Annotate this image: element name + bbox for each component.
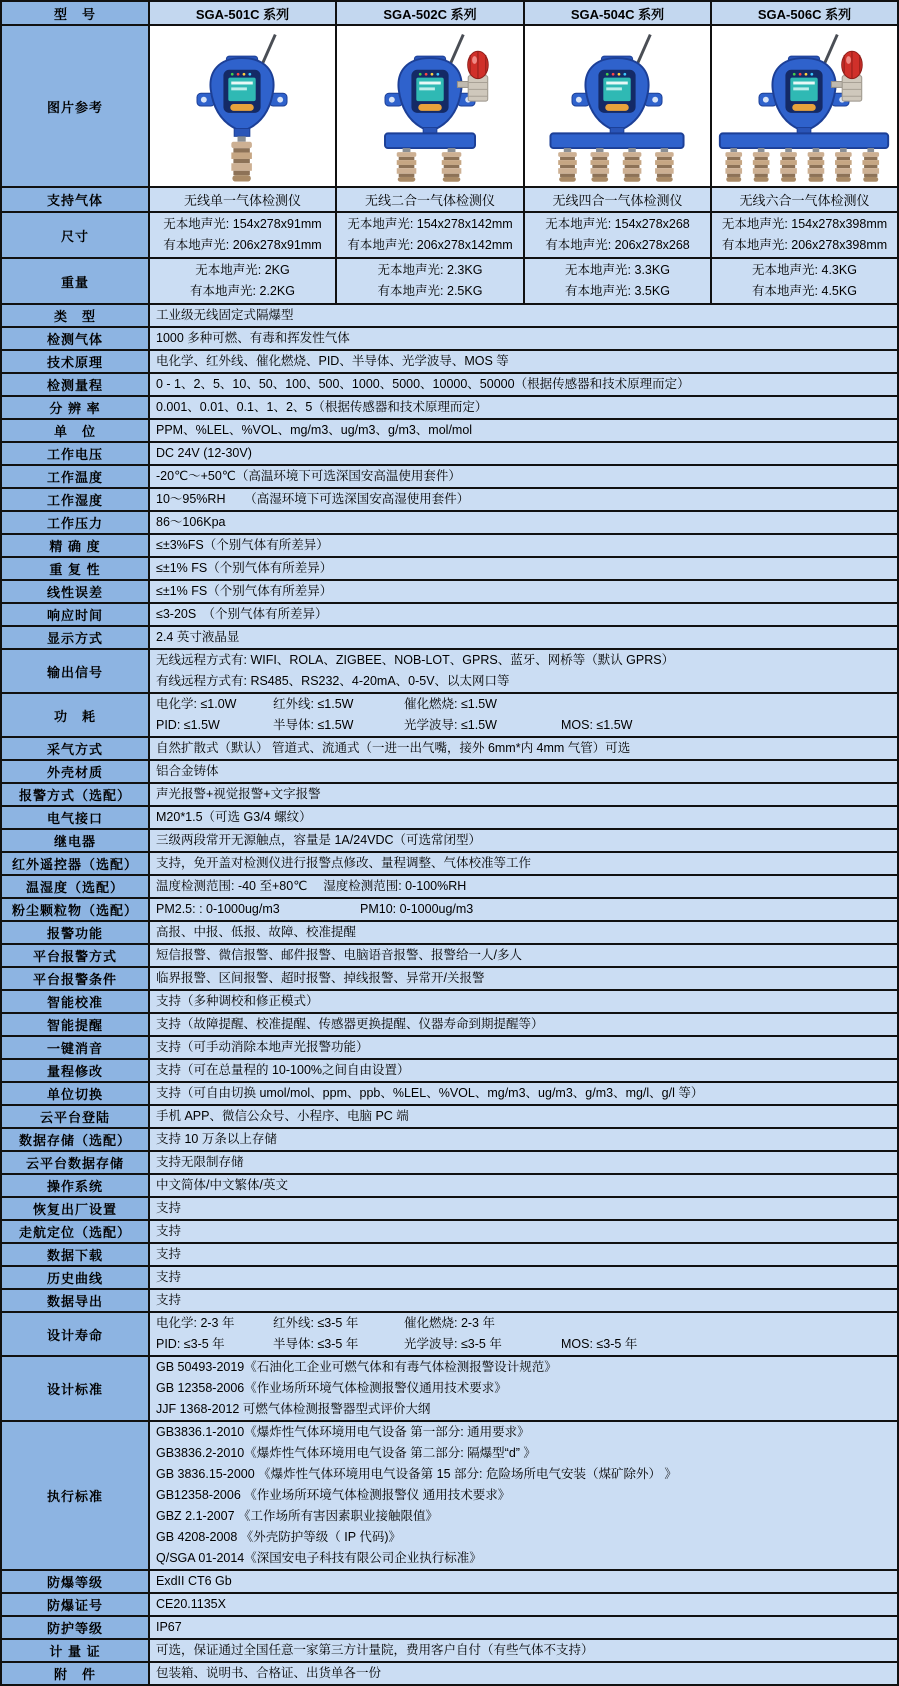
image-cell-sga-506c <box>711 25 898 187</box>
spec-row-value: 包装箱、说明书、合格证、出货单各一份 <box>149 1662 898 1685</box>
spec-row-value: 铝合金铸体 <box>149 760 898 783</box>
spec-row <box>1 419 898 442</box>
spec-row-value: 支持 <box>149 1197 898 1220</box>
spec-segment: 半导体: ≤3-5 年 <box>273 1337 359 1351</box>
support-gas-label: 支持气体 <box>1 187 149 212</box>
spec-row <box>1 511 898 534</box>
spec-row-value: 电化学、红外线、催化燃烧、PID、半导体、光学波导、MOS 等 <box>149 350 898 373</box>
support-gas-501c: 无线单一气体检测仪 <box>149 187 336 212</box>
spec-row <box>1 626 898 649</box>
spec-row-value: 中文简体/中文繁体/英文 <box>149 1174 898 1197</box>
spec-row-label: 附 件 <box>1 1662 149 1685</box>
spec-row-label: 走航定位（选配） <box>1 1220 149 1243</box>
spec-row <box>1 783 898 806</box>
model-header-sga-506c: SGA-506C 系列 <box>711 1 898 25</box>
spec-row <box>1 580 898 603</box>
spec-row-value: 支持（故障提醒、校准提醒、传感器更换提醒、仪器寿命到期提醒等） <box>149 1013 898 1036</box>
model-header-sga-504c: SGA-504C 系列 <box>524 1 711 25</box>
spec-row-label: 智能校准 <box>1 990 149 1013</box>
spec-row-label: 电气接口 <box>1 806 149 829</box>
spec-row-value: 支持 10 万条以上存储 <box>149 1128 898 1151</box>
spec-row-value: 可选，保证通过全国任意一家第三方计量院，费用客户自付（有些气体不支持） <box>149 1639 898 1662</box>
spec-segment: 光学波导: ≤1.5W <box>404 718 497 732</box>
spec-row-label: 技术原理 <box>1 350 149 373</box>
spec-segment: PM10: 0-1000ug/m3 <box>360 902 474 916</box>
spec-row-value: 无线远程方式有: WIFI、ROLA、ZIGBEE、NOB-LOT、GPRS、蓝牙、网桥等（默认 GPRS） 有线远程方式有: RS485、RS232、4-20mA、0-5V、以太网口等 <box>149 649 898 693</box>
size-label: 尺寸 <box>1 212 149 258</box>
image-cell-sga-501c <box>149 25 336 187</box>
gas-detector-illustration-506c <box>713 28 896 184</box>
spec-row-value: GB3836.1-2010《爆炸性气体环境用电气设备 第一部分: 通用要求》 GB3836.2-2010《爆炸性气体环境用电气设备 第二部分: 隔爆型“d” 》 GB 3836.15-2000 《爆炸性气体环境用电气设备第 15 部分: 危险场所电气安装（煤矿除外） 》 GB12358-2006 《作业场所环境气体检测报警仪 通用技术要求》 GBZ 2.1-2007 《工作场所有害因素职业接触限值》 GB 4208-2008 《外壳防护等级（ IP 代码)》 Q/SGA 01-2014《深国安电子科技有限公司企业执行标准》 <box>149 1421 898 1570</box>
spec-row-value: 0.001、0.01、0.1、1、2、5（根据传感器和技术原理而定） <box>149 396 898 419</box>
spec-row <box>1 1013 898 1036</box>
weight-502c: 无本地声光: 2.3KG 有本地声光: 2.5KG <box>336 258 524 304</box>
support-gas-502c: 无线二合一气体检测仪 <box>336 187 524 212</box>
spec-row-label: 防护等级 <box>1 1616 149 1639</box>
model-header-sga-501c: SGA-501C 系列 <box>149 1 336 25</box>
spec-row-value: ≤±1% FS（个别气体有所差异） <box>149 557 898 580</box>
spec-row-label: 报警功能 <box>1 921 149 944</box>
spec-row-label: 外壳材质 <box>1 760 149 783</box>
spec-row-label: 工作电压 <box>1 442 149 465</box>
spec-row-label: 采气方式 <box>1 737 149 760</box>
spec-row-label: 粉尘颗粒物（选配） <box>1 898 149 921</box>
spec-row-label: 响应时间 <box>1 603 149 626</box>
spec-row-value: 2.4 英寸液晶显 <box>149 626 898 649</box>
weight-504c: 无本地声光: 3.3KG 有本地声光: 3.5KG <box>524 258 711 304</box>
image-cell-sga-502c <box>336 25 524 187</box>
spec-segment: 催化燃烧: 2-3 年 <box>404 1316 495 1330</box>
spec-row <box>1 350 898 373</box>
spec-segment: 电化学: ≤1.0W <box>156 697 237 711</box>
spec-row-value: IP67 <box>149 1616 898 1639</box>
spec-row-value: 短信报警、微信报警、邮件报警、电脑语音报警、报警给一人/多人 <box>149 944 898 967</box>
spec-row-value: 温度检测范围: -40 至+80℃ 湿度检测范围: 0-100%RH <box>149 875 898 898</box>
spec-segment: 光学波导: ≤3-5 年 <box>404 1337 502 1351</box>
spec-row-value: 临界报警、区间报警、超时报警、掉线报警、异常开/关报警 <box>149 967 898 990</box>
spec-row-value <box>149 1312 898 1356</box>
spec-row-label: 工作压力 <box>1 511 149 534</box>
spec-row-value: 支持 <box>149 1266 898 1289</box>
spec-row-label: 设计标准 <box>1 1356 149 1421</box>
spec-row-label: 云平台数据存储 <box>1 1151 149 1174</box>
spec-row-label: 工作温度 <box>1 465 149 488</box>
spec-row-value: 支持，免开盖对检测仪进行报警点修改、量程调整、气体校准等工作 <box>149 852 898 875</box>
weight-label: 重量 <box>1 258 149 304</box>
spec-row-value: 支持（多种调校和修正模式） <box>149 990 898 1013</box>
spec-row-value: 支持无限制存储 <box>149 1151 898 1174</box>
spec-row-value: 支持 <box>149 1243 898 1266</box>
spec-row <box>1 649 898 693</box>
spec-row <box>1 1312 898 1356</box>
spec-row-value: DC 24V (12-30V) <box>149 442 898 465</box>
size-row <box>1 212 898 258</box>
spec-row <box>1 944 898 967</box>
spec-row <box>1 1197 898 1220</box>
spec-row <box>1 737 898 760</box>
spec-row <box>1 806 898 829</box>
spec-row-value <box>149 898 898 921</box>
spec-segment: 半导体: ≤1.5W <box>273 718 354 732</box>
spec-row-label: 单 位 <box>1 419 149 442</box>
spec-row-label: 工作湿度 <box>1 488 149 511</box>
spec-row-value: M20*1.5（可选 G3/4 螺纹） <box>149 806 898 829</box>
size-504c: 无本地声光: 154x278x268 有本地声光: 206x278x268 <box>524 212 711 258</box>
spec-row <box>1 875 898 898</box>
spec-row-label: 温湿度（选配） <box>1 875 149 898</box>
support-gas-506c: 无线六合一气体检测仪 <box>711 187 898 212</box>
spec-row <box>1 1289 898 1312</box>
spec-segment: MOS: ≤1.5W <box>561 718 633 732</box>
spec-row <box>1 1356 898 1421</box>
gas-detector-illustration-504c <box>526 28 709 184</box>
spec-row-label: 类 型 <box>1 304 149 327</box>
model-header-label: 型 号 <box>1 1 149 25</box>
spec-row <box>1 396 898 419</box>
spec-row-value: 高报、中报、低报、故障、校准提醒 <box>149 921 898 944</box>
spec-row <box>1 921 898 944</box>
spec-segment: 红外线: ≤1.5W <box>273 697 354 711</box>
spec-row-label: 单位切换 <box>1 1082 149 1105</box>
spec-row <box>1 442 898 465</box>
spec-row <box>1 1220 898 1243</box>
spec-row <box>1 898 898 921</box>
spec-row-label: 操作系统 <box>1 1174 149 1197</box>
spec-row-value: ≤±3%FS（个别气体有所差异） <box>149 534 898 557</box>
size-506c: 无本地声光: 154x278x398mm 有本地声光: 206x278x398mm <box>711 212 898 258</box>
spec-row-label: 红外遥控器（选配） <box>1 852 149 875</box>
spec-row <box>1 534 898 557</box>
spec-row <box>1 1059 898 1082</box>
spec-row-value: GB 50493-2019《石油化工企业可燃气体和有毒气体检测报警设计规范》 GB 12358-2006《作业场所环境气体检测报警仪通用技术要求》 JJF 1368-2012 可燃气体检测报警器型式评价大纲 <box>149 1356 898 1421</box>
spec-row <box>1 990 898 1013</box>
spec-row-label: 一键消音 <box>1 1036 149 1059</box>
support-gas-row <box>1 187 898 212</box>
spec-row-label: 数据存储（选配） <box>1 1128 149 1151</box>
spec-row <box>1 557 898 580</box>
spec-row-label: 继电器 <box>1 829 149 852</box>
spec-row-value: ≤3-20S （个别气体有所差异） <box>149 603 898 626</box>
spec-row-label: 数据下载 <box>1 1243 149 1266</box>
spec-row-value: 1000 多种可燃、有毒和挥发性气体 <box>149 327 898 350</box>
spec-row-value: 声光报警+视觉报警+文字报警 <box>149 783 898 806</box>
spec-row <box>1 1151 898 1174</box>
weight-row <box>1 258 898 304</box>
spec-row-value: 支持 <box>149 1220 898 1243</box>
spec-segment: 电化学: 2-3 年 <box>156 1316 235 1330</box>
spec-segment: PID: ≤3-5 年 <box>156 1337 225 1351</box>
spec-row <box>1 1616 898 1639</box>
spec-row-label: 计 量 证 <box>1 1639 149 1662</box>
gas-detector-illustration-502c <box>339 28 522 184</box>
spec-row <box>1 465 898 488</box>
spec-row <box>1 1036 898 1059</box>
spec-row-label: 功 耗 <box>1 693 149 737</box>
support-gas-504c: 无线四合一气体检测仪 <box>524 187 711 212</box>
spec-row <box>1 488 898 511</box>
spec-row-value: 支持（可手动消除本地声光报警功能） <box>149 1036 898 1059</box>
spec-row <box>1 1243 898 1266</box>
spec-row-label: 云平台登陆 <box>1 1105 149 1128</box>
spec-row <box>1 1174 898 1197</box>
spec-row <box>1 327 898 350</box>
model-header-row <box>1 1 898 25</box>
spec-row <box>1 1639 898 1662</box>
spec-row-value: 自然扩散式（默认） 管道式、流通式（一进一出气嘴，接外 6mm*内 4mm 气管）可选 <box>149 737 898 760</box>
size-501c: 无本地声光: 154x278x91mm 有本地声光: 206x278x91mm <box>149 212 336 258</box>
spec-row-label: 显示方式 <box>1 626 149 649</box>
spec-row <box>1 693 898 737</box>
spec-row-label: 智能提醒 <box>1 1013 149 1036</box>
spec-row-label: 平台报警条件 <box>1 967 149 990</box>
spec-rows <box>1 304 898 1685</box>
spec-row <box>1 1662 898 1685</box>
spec-row-label: 防爆证号 <box>1 1593 149 1616</box>
spec-row <box>1 760 898 783</box>
spec-row <box>1 373 898 396</box>
size-502c: 无本地声光: 154x278x142mm 有本地声光: 206x278x142mm <box>336 212 524 258</box>
spec-row <box>1 829 898 852</box>
spec-row-value <box>149 693 898 737</box>
spec-row-label: 历史曲线 <box>1 1266 149 1289</box>
spec-row-label: 防爆等级 <box>1 1570 149 1593</box>
spec-row-value: ≤±1% FS（个别气体有所差异） <box>149 580 898 603</box>
spec-row-label: 数据导出 <box>1 1289 149 1312</box>
spec-segment: PID: ≤1.5W <box>156 718 220 732</box>
spec-row-label: 执行标准 <box>1 1421 149 1570</box>
spec-row-value: 手机 APP、微信公众号、小程序、电脑 PC 端 <box>149 1105 898 1128</box>
spec-row-value: ExdII CT6 Gb <box>149 1570 898 1593</box>
spec-row-label: 重 复 性 <box>1 557 149 580</box>
spec-row-label: 设计寿命 <box>1 1312 149 1356</box>
spec-row-label: 精 确 度 <box>1 534 149 557</box>
spec-row-value: 0 - 1、2、5、10、50、100、500、1000、5000、10000、50000（根据传感器和技术原理而定） <box>149 373 898 396</box>
spec-row <box>1 1570 898 1593</box>
weight-506c: 无本地声光: 4.3KG 有本地声光: 4.5KG <box>711 258 898 304</box>
spec-segment: MOS: ≤3-5 年 <box>561 1337 638 1351</box>
spec-row-value: 支持（可在总量程的 10-100%之间自由设置） <box>149 1059 898 1082</box>
image-row <box>1 25 898 187</box>
spec-row <box>1 1421 898 1570</box>
spec-row <box>1 304 898 327</box>
spec-row <box>1 967 898 990</box>
spec-row-value: 工业级无线固定式隔爆型 <box>149 304 898 327</box>
spec-row-label: 报警方式（选配） <box>1 783 149 806</box>
spec-row-value: 三级两段常开无源触点，容量是 1A/24VDC（可选常闭型） <box>149 829 898 852</box>
spec-row <box>1 852 898 875</box>
spec-segment: 红外线: ≤3-5 年 <box>273 1316 359 1330</box>
spec-row <box>1 1128 898 1151</box>
spec-segment: PM2.5: : 0-1000ug/m3 <box>156 902 280 916</box>
weight-501c: 无本地声光: 2KG 有本地声光: 2.2KG <box>149 258 336 304</box>
spec-row-label: 输出信号 <box>1 649 149 693</box>
spec-row-label: 检测气体 <box>1 327 149 350</box>
spec-row-label: 分 辨 率 <box>1 396 149 419</box>
spec-row-value: 86～106Kpa <box>149 511 898 534</box>
spec-row <box>1 1266 898 1289</box>
spec-row <box>1 1082 898 1105</box>
spec-row <box>1 1593 898 1616</box>
image-cell-sga-504c <box>524 25 711 187</box>
spec-row-value: 10～95%RH （高湿环境下可选深国安高湿使用套件） <box>149 488 898 511</box>
spec-row-label: 线性误差 <box>1 580 149 603</box>
spec-row-value: 支持 <box>149 1289 898 1312</box>
spec-row-label: 恢复出厂设置 <box>1 1197 149 1220</box>
gas-detector-illustration-501c <box>151 28 334 184</box>
spec-row-value: -20℃～+50℃（高温环境下可选深国安高温使用套件） <box>149 465 898 488</box>
spec-row <box>1 603 898 626</box>
spec-row-label: 量程修改 <box>1 1059 149 1082</box>
model-header-sga-502c: SGA-502C 系列 <box>336 1 524 25</box>
spec-segment: 催化燃烧: ≤1.5W <box>404 697 497 711</box>
spec-row-label: 检测量程 <box>1 373 149 396</box>
spec-row <box>1 1105 898 1128</box>
spec-row-value: CE20.1135X <box>149 1593 898 1616</box>
image-row-label: 图片参考 <box>1 25 149 187</box>
spec-row-value: PPM、%LEL、%VOL、mg/m3、ug/m3、g/m3、mol/mol <box>149 419 898 442</box>
spec-row-value: 支持（可自由切换 umol/mol、ppm、ppb、%LEL、%VOL、mg/m3、ug/m3、g/m3、mg/l、g/l 等） <box>149 1082 898 1105</box>
spec-row-label: 平台报警方式 <box>1 944 149 967</box>
